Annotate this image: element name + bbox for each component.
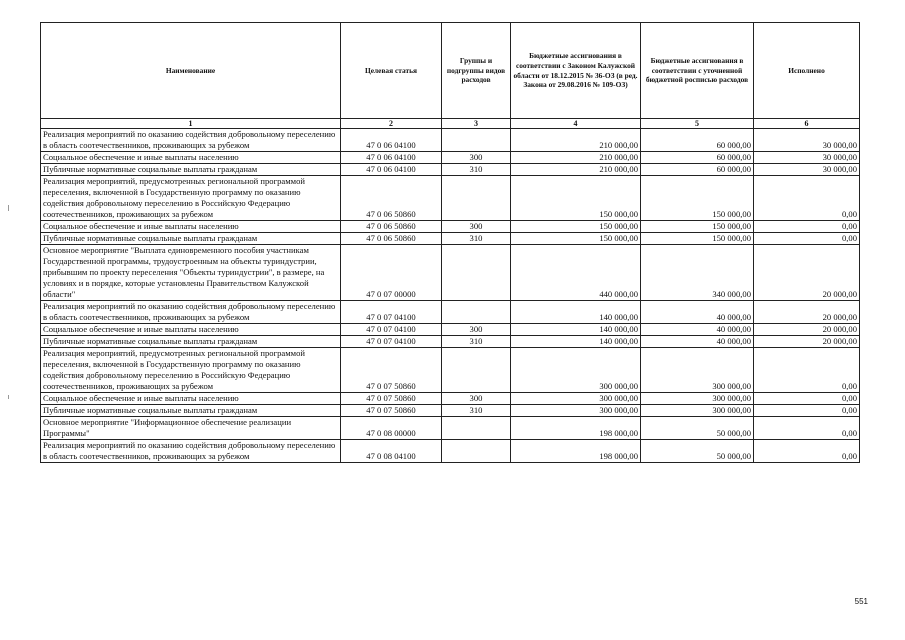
row-name: Основное мероприятие "Информационное обеспечение реализации Программы" [41, 417, 341, 440]
row-target-article: 47 0 08 04100 [341, 440, 442, 463]
row-allocation-law: 210 000,00 [511, 164, 641, 176]
row-name: Реализация мероприятий по оказанию содействия добровольному переселению в область соотечественников, проживающих за рубежом [41, 440, 341, 463]
row-executed: 0,00 [754, 176, 860, 221]
column-number: 5 [641, 119, 754, 129]
column-number: 3 [442, 119, 511, 129]
table-row [41, 233, 860, 245]
row-executed: 0,00 [754, 417, 860, 440]
row-allocation-law: 210 000,00 [511, 129, 641, 152]
row-allocation-refined: 40 000,00 [641, 336, 754, 348]
row-allocation-law: 150 000,00 [511, 233, 641, 245]
row-executed: 0,00 [754, 393, 860, 405]
table-row [41, 164, 860, 176]
row-allocation-law: 210 000,00 [511, 152, 641, 164]
row-expense-group: 310 [442, 164, 511, 176]
row-expense-group: 300 [442, 152, 511, 164]
row-allocation-law: 140 000,00 [511, 336, 641, 348]
row-name: Публичные нормативные социальные выплаты гражданам [41, 405, 341, 417]
row-allocation-law: 140 000,00 [511, 301, 641, 324]
row-name: Социальное обеспечение и иные выплаты населению [41, 221, 341, 233]
table-row [41, 245, 860, 301]
row-name: Реализация мероприятий по оказанию содействия добровольному переселению в область соотечественников, проживающих за рубежом [41, 129, 341, 152]
row-expense-group: 300 [442, 393, 511, 405]
row-allocation-law: 300 000,00 [511, 393, 641, 405]
row-allocation-law: 440 000,00 [511, 245, 641, 301]
row-expense-group [442, 245, 511, 301]
table-row [41, 152, 860, 164]
row-expense-group [442, 440, 511, 463]
row-name: Публичные нормативные социальные выплаты гражданам [41, 233, 341, 245]
row-executed: 0,00 [754, 233, 860, 245]
row-expense-group: 310 [442, 336, 511, 348]
row-executed: 20 000,00 [754, 301, 860, 324]
row-target-article: 47 0 07 50860 [341, 348, 442, 393]
row-target-article: 47 0 07 04100 [341, 324, 442, 336]
scan-artifact [8, 205, 9, 211]
table-row [41, 176, 860, 221]
column-number: 2 [341, 119, 442, 129]
row-executed: 0,00 [754, 405, 860, 417]
header-allocations-law: Бюджетные ассигнования в соответствии с Законом Калужской области от 18.12.2015 № 36-ОЗ (в ред. Закона от 29.08.2016 № 109-ОЗ) [511, 23, 641, 119]
row-name: Социальное обеспечение и иные выплаты населению [41, 324, 341, 336]
table-row [41, 405, 860, 417]
column-number: 6 [754, 119, 860, 129]
header-row [41, 23, 860, 119]
scan-artifact [8, 395, 9, 399]
header-executed: Исполнено [754, 23, 860, 119]
row-expense-group [442, 129, 511, 152]
row-allocation-law: 150 000,00 [511, 176, 641, 221]
table-row [41, 324, 860, 336]
table-row [41, 417, 860, 440]
row-expense-group: 310 [442, 405, 511, 417]
row-name: Основное мероприятие "Выплата единовременного пособия участникам Государственной программы, трудоустроенным на объекты туриндустрии, прибывшим по проекту переселения "Объекты туриндустрии", в размере, на условиях и в порядке, которые установлены Правительством Калужской области" [41, 245, 341, 301]
row-allocation-refined: 340 000,00 [641, 245, 754, 301]
row-target-article: 47 0 06 50860 [341, 233, 442, 245]
table-body [41, 129, 860, 463]
table-row [41, 440, 860, 463]
row-expense-group: 300 [442, 221, 511, 233]
row-allocation-law: 140 000,00 [511, 324, 641, 336]
row-executed: 0,00 [754, 348, 860, 393]
row-allocation-refined: 50 000,00 [641, 440, 754, 463]
row-name: Реализация мероприятий, предусмотренных региональной программой переселения, включенной в Государственную программу по оказанию содействия добровольному переселению в Российскую Федерацию соотечественников, проживающих за рубежом [41, 176, 341, 221]
column-number: 1 [41, 119, 341, 129]
row-expense-group [442, 301, 511, 324]
table-row [41, 336, 860, 348]
row-allocation-refined: 40 000,00 [641, 301, 754, 324]
row-allocation-refined: 300 000,00 [641, 393, 754, 405]
row-allocation-refined: 150 000,00 [641, 233, 754, 245]
table-row [41, 393, 860, 405]
row-expense-group [442, 417, 511, 440]
table-row [41, 301, 860, 324]
row-executed: 30 000,00 [754, 129, 860, 152]
table-row [41, 348, 860, 393]
column-number-row [41, 119, 860, 129]
column-number: 4 [511, 119, 641, 129]
row-target-article: 47 0 06 50860 [341, 221, 442, 233]
page-number: 551 [854, 597, 868, 606]
row-allocation-refined: 50 000,00 [641, 417, 754, 440]
row-allocation-refined: 150 000,00 [641, 221, 754, 233]
row-allocation-refined: 300 000,00 [641, 405, 754, 417]
budget-execution-table [40, 22, 860, 463]
row-allocation-refined: 60 000,00 [641, 152, 754, 164]
row-expense-group [442, 348, 511, 393]
row-executed: 30 000,00 [754, 164, 860, 176]
row-expense-group: 310 [442, 233, 511, 245]
row-allocation-refined: 40 000,00 [641, 324, 754, 336]
row-expense-group: 300 [442, 324, 511, 336]
row-name: Социальное обеспечение и иные выплаты населению [41, 393, 341, 405]
row-executed: 0,00 [754, 440, 860, 463]
row-target-article: 47 0 07 04100 [341, 301, 442, 324]
row-allocation-law: 150 000,00 [511, 221, 641, 233]
row-target-article: 47 0 06 04100 [341, 152, 442, 164]
header-name: Наименование [41, 23, 341, 119]
row-allocation-refined: 300 000,00 [641, 348, 754, 393]
row-executed: 20 000,00 [754, 336, 860, 348]
row-name: Публичные нормативные социальные выплаты гражданам [41, 164, 341, 176]
table-row [41, 221, 860, 233]
header-target-article: Целевая статья [341, 23, 442, 119]
row-name: Социальное обеспечение и иные выплаты населению [41, 152, 341, 164]
row-target-article: 47 0 06 50860 [341, 176, 442, 221]
row-name: Публичные нормативные социальные выплаты гражданам [41, 336, 341, 348]
row-executed: 30 000,00 [754, 152, 860, 164]
row-target-article: 47 0 08 00000 [341, 417, 442, 440]
row-target-article: 47 0 07 00000 [341, 245, 442, 301]
row-allocation-refined: 60 000,00 [641, 129, 754, 152]
header-allocations-refined: Бюджетные ассигнования в соответствии с уточненной бюджетной росписью расходов [641, 23, 754, 119]
row-target-article: 47 0 07 04100 [341, 336, 442, 348]
row-executed: 20 000,00 [754, 245, 860, 301]
header-expense-groups: Группы и подгруппы видов расходов [442, 23, 511, 119]
row-target-article: 47 0 06 04100 [341, 129, 442, 152]
row-allocation-law: 300 000,00 [511, 405, 641, 417]
row-allocation-law: 198 000,00 [511, 440, 641, 463]
row-expense-group [442, 176, 511, 221]
row-target-article: 47 0 07 50860 [341, 405, 442, 417]
row-name: Реализация мероприятий по оказанию содействия добровольному переселению в область соотечественников, проживающих за рубежом [41, 301, 341, 324]
row-executed: 20 000,00 [754, 324, 860, 336]
table-row [41, 129, 860, 152]
row-allocation-law: 198 000,00 [511, 417, 641, 440]
row-allocation-refined: 150 000,00 [641, 176, 754, 221]
row-name: Реализация мероприятий, предусмотренных региональной программой переселения, включенной в Государственную программу по оказанию содействия добровольному переселению в Российскую Федерацию соотечественников, проживающих за рубежом [41, 348, 341, 393]
budget-table-sheet [40, 22, 860, 463]
row-allocation-refined: 60 000,00 [641, 164, 754, 176]
row-executed: 0,00 [754, 221, 860, 233]
row-target-article: 47 0 07 50860 [341, 393, 442, 405]
row-target-article: 47 0 06 04100 [341, 164, 442, 176]
row-allocation-law: 300 000,00 [511, 348, 641, 393]
